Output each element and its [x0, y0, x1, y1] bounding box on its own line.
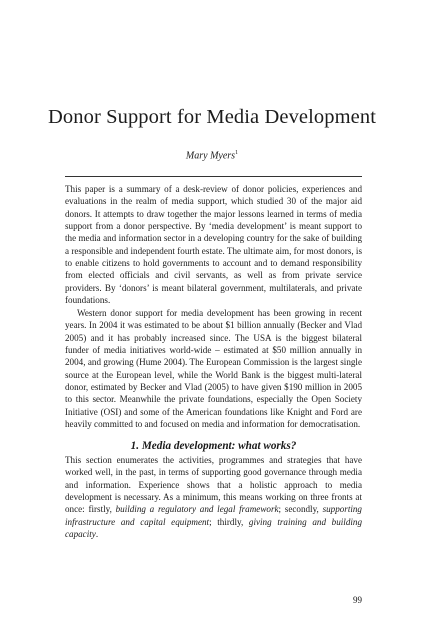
- paragraph-funding: [65, 307, 362, 430]
- paragraph-3-item-3: giving training and building capacity: [65, 516, 362, 540]
- paragraph-3-end: .: [95, 529, 99, 540]
- paragraph-3-intro: This section enumerates the activities, programmes and strategies that have worked well, in the past, in terms of supporting good governance through media and information. Experience shows that a holistic approach to media development is necessary. As a minimum, this means working on three fronts at once: firstly,: [65, 455, 362, 515]
- paragraph-1: This paper is a summary of a desk-review of donor policies, experiences and evaluations in the realm of media support, which studied 30 of the major aid donors. It attempts to draw together the major lessons learned in terms of media support from a donor perspective. By ‘media development’ is meant support to the media and information sector in a developing country for the sake of building a responsible and independent fourth estate. The ultimate aim, for most donors, is to enable citizens to hold governments to account and to demand responsibility from elected officials and civil servants, as well as from private service providers. By ‘donors’ is meant bilateral government, multilaterals, and private foundations.: [65, 184, 362, 306]
- author-footnote-mark: 1: [235, 150, 239, 156]
- section-heading: 1. Media development: what works?: [130, 440, 297, 452]
- paragraph-3-item-1: building a regulatory and legal framework: [115, 504, 279, 515]
- paragraph-3: [65, 454, 362, 540]
- paragraph-3-item-2: supporting infrastructure and capital equipment: [65, 504, 362, 527]
- page-title: Donor Support for Media Development: [47, 106, 377, 128]
- paragraph-3-sep-1: ; secondly,: [278, 504, 323, 515]
- paragraph-what-works: [65, 454, 362, 540]
- paragraph-3-sep-2: ; thirdly,: [209, 516, 249, 527]
- author-name: Mary Myers: [185, 150, 236, 162]
- paragraph-2: Western donor support for media development has been growing in recent years. In 2004 it was estimated to be about $1 billion annually (Becker and Vlad 2005) and it has probably increased since. The USA is the biggest bilateral funder of media initiatives world-wide – estimated at $50 million annually in 2004, and growing (Hume 2004). The European Commission is the largest single source at the European level, while the World Bank is the biggest multi-lateral donor, estimated by Becker and Vlad (2005) to have given $190 million in 2005 to this sector. Meanwhile the private foundations, especially the Open Society Initiative (OSI) and some of the American foundations like Knight and Ford are heavily committed to and focused on media and information for democratisation.: [65, 308, 362, 430]
- title-divider: [65, 176, 362, 177]
- page-number: 99: [353, 595, 362, 605]
- paragraph-intro: [65, 183, 362, 306]
- author-byline: [0, 150, 424, 161]
